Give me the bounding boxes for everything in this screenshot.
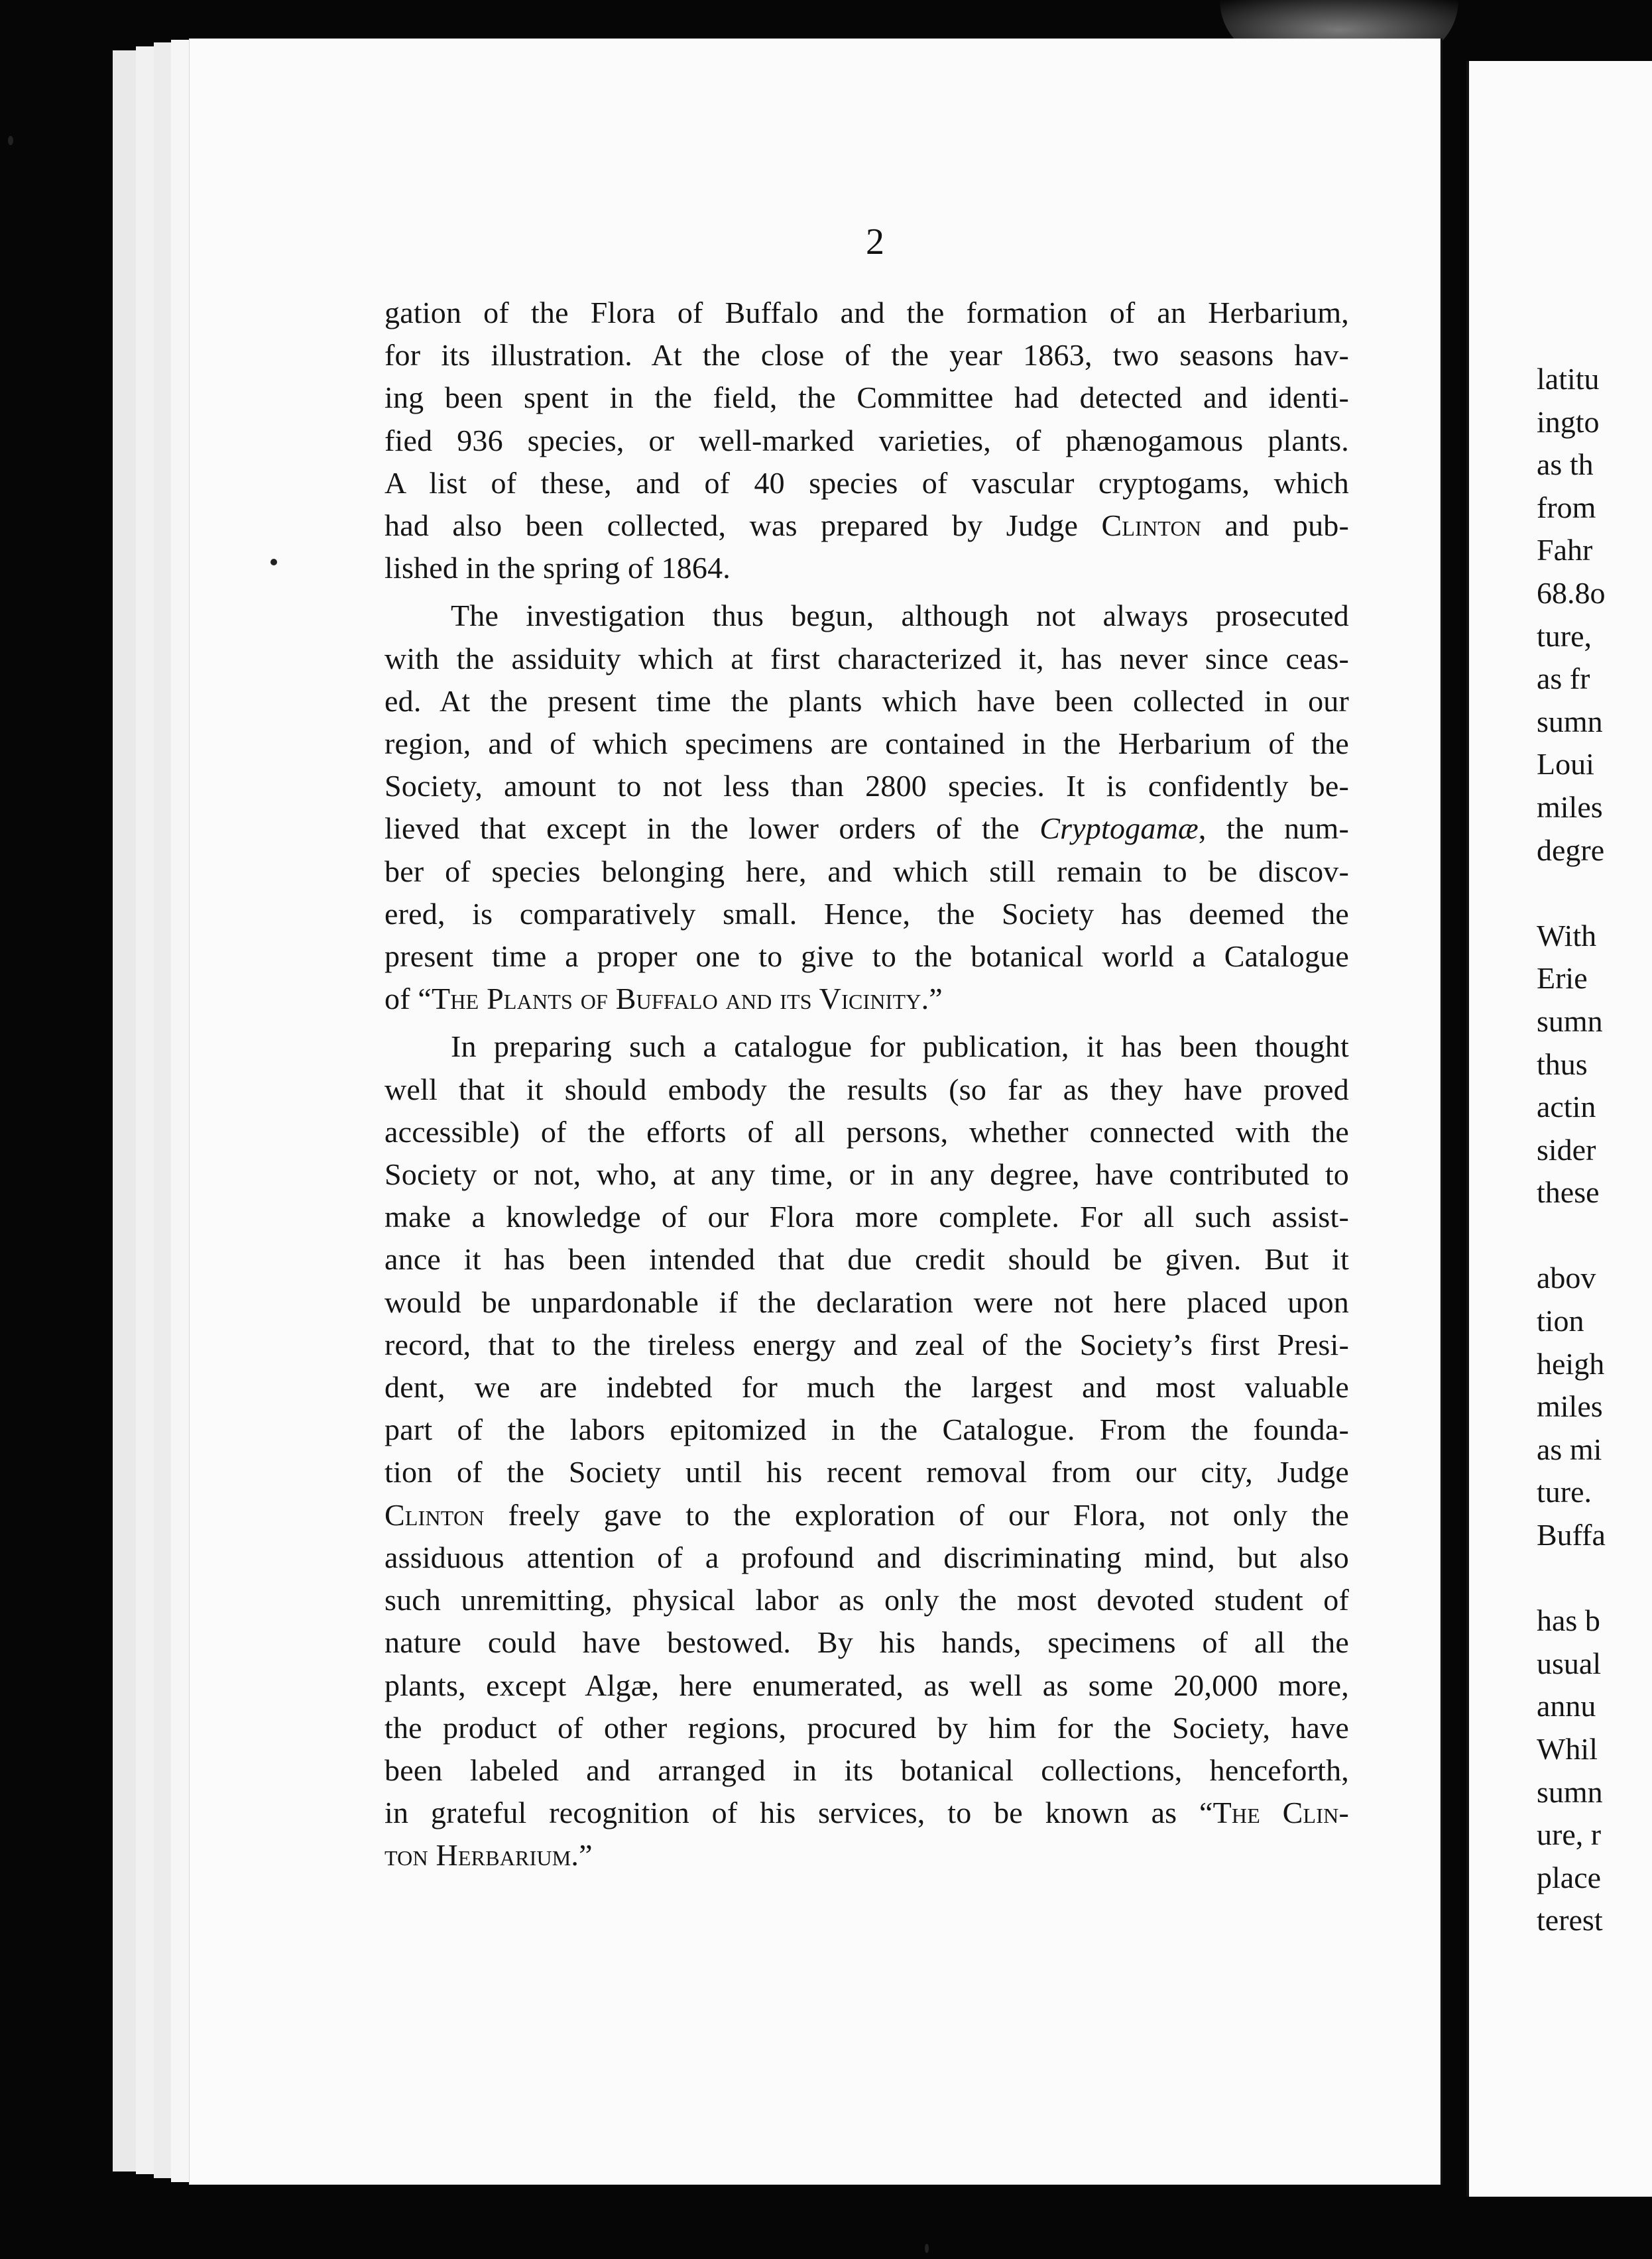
scan-speck bbox=[8, 136, 13, 145]
text-line: gation of the Flora of Buffalo and the formation of an Herbarium, bbox=[384, 296, 1349, 329]
text-line: the product of other regions, procured by him for the Society, have bbox=[384, 1710, 1349, 1745]
text-line: ing been spent in the field, the Committee had detected and identi- bbox=[384, 380, 1349, 415]
text-line: Society, amount to not less than 2800 species. It is confidently be- bbox=[384, 769, 1349, 803]
right-page-line: annu bbox=[1537, 1689, 1596, 1723]
text-line: ed. At the present time the plants which have been collected in our bbox=[384, 683, 1349, 718]
text-line: ber of species belonging here, and which still remain to be discov- bbox=[384, 854, 1349, 888]
text-line bbox=[384, 1494, 1349, 1536]
text-line: for its illustration. At the close of the year 1863, two seasons hav- bbox=[384, 338, 1349, 373]
right-page-line: heigh bbox=[1537, 1346, 1605, 1381]
text-line bbox=[384, 807, 1349, 850]
scan-speck bbox=[270, 559, 277, 565]
text-line: region, and of which specimens are contained in the Herbarium of the bbox=[384, 726, 1349, 761]
text-line bbox=[384, 504, 1349, 547]
text-line: record, that to the tireless energy and zeal of the Society’s first Presi- bbox=[384, 1327, 1349, 1361]
right-page-line: tion bbox=[1537, 1304, 1584, 1338]
text-line: ered, is comparatively small. Hence, the Society has deemed the bbox=[384, 896, 1349, 931]
scan-speck bbox=[925, 2244, 929, 2253]
text-fragment: lieved that except in the lower orders of the bbox=[384, 811, 1040, 846]
paragraph-2 bbox=[384, 595, 1349, 1020]
text-line: make a knowledge of our Flora more complete. For all such assist- bbox=[384, 1200, 1349, 1234]
right-page-line: place bbox=[1537, 1860, 1602, 1894]
right-page-line: as fr bbox=[1537, 662, 1590, 696]
right-page-line: these bbox=[1537, 1175, 1600, 1210]
text-line: ance it has been intended that due credit should be given. But it bbox=[384, 1242, 1349, 1277]
person-name: Clinton bbox=[1101, 508, 1202, 543]
right-page-line: has b bbox=[1537, 1603, 1600, 1638]
herbarium-title: ton Herbarium bbox=[384, 1838, 571, 1873]
text-line: would be unpardonable if the declaration were not here placed upon bbox=[384, 1285, 1349, 1319]
text-line: A list of these, and of 40 species of vascular cryptogams, which bbox=[384, 465, 1349, 500]
right-page-line: With bbox=[1537, 918, 1597, 953]
right-page-line: Whil bbox=[1537, 1732, 1598, 1766]
right-page-line: Erie bbox=[1537, 961, 1588, 996]
herbarium-title: The Clin- bbox=[1212, 1796, 1349, 1830]
paragraph-3 bbox=[384, 1025, 1349, 1877]
text-line: The investigation thus begun, although not always prosecuted bbox=[451, 599, 1349, 633]
text-line: nature could have bestowed. By his hands, specimens of all the bbox=[384, 1625, 1349, 1660]
line-gap bbox=[1537, 1214, 1652, 1257]
right-page-line: as mi bbox=[1537, 1432, 1602, 1466]
right-page-line: 68.8o bbox=[1537, 575, 1606, 610]
right-page-line: ture, bbox=[1537, 618, 1592, 653]
text-line: accessible) of the efforts of all persons, whether connected with the bbox=[384, 1114, 1349, 1149]
right-page-line: Loui bbox=[1537, 747, 1594, 782]
right-page-line: latitu bbox=[1537, 362, 1600, 396]
right-page-line: Buffa bbox=[1537, 1518, 1606, 1552]
text-line: Society or not, who, at any time, or in any degree, have contributed to bbox=[384, 1157, 1349, 1192]
text-line: fied 936 species, or well-marked varieties, of phænogamous plants. bbox=[384, 423, 1349, 457]
text-line: lished in the spring of 1864. bbox=[384, 551, 731, 585]
right-page-line: miles bbox=[1537, 1389, 1603, 1424]
text-line: present time a proper one to give to the botanical world a Catalogue bbox=[384, 939, 1349, 974]
paragraph-1 bbox=[384, 292, 1349, 589]
right-page-line: actin bbox=[1537, 1090, 1596, 1124]
right-page-line: miles bbox=[1537, 789, 1603, 824]
right-page-line: sumn bbox=[1537, 1774, 1603, 1809]
right-page-line: as th bbox=[1537, 447, 1594, 482]
text-fragment: , the num- bbox=[1198, 811, 1349, 846]
catalogue-title: The Plants of Buffalo and its Vicinity bbox=[432, 982, 921, 1016]
text-fragment: of “ bbox=[384, 982, 432, 1016]
text-fragment: .” bbox=[571, 1838, 593, 1873]
right-page-line: usual bbox=[1537, 1646, 1602, 1680]
text-line: such unremitting, physical labor as only the most devoted student of bbox=[384, 1583, 1349, 1617]
text-line: assiduous attention of a profound and discriminating mind, but also bbox=[384, 1540, 1349, 1574]
left-page-text bbox=[384, 292, 1349, 1877]
text-fragment: in grateful recognition of his services, to be known as “ bbox=[384, 1796, 1213, 1830]
text-line: In preparing such a catalogue for publication, it has been thought bbox=[451, 1029, 1349, 1064]
text-line: part of the labors epitomized in the Catalogue. From the founda- bbox=[384, 1413, 1349, 1447]
right-page-line: sumn bbox=[1537, 1004, 1603, 1038]
text-fragment: had also been collected, was prepared by Judge bbox=[384, 508, 1102, 543]
right-page-line: ingto bbox=[1537, 404, 1600, 439]
text-fragment: .” bbox=[921, 982, 943, 1016]
right-page-line: sider bbox=[1537, 1132, 1596, 1167]
text-line: dent, we are indebted for much the largest and most valuable bbox=[384, 1370, 1349, 1405]
italic-term: Cryptogamæ bbox=[1039, 811, 1199, 846]
right-page-line: sumn bbox=[1537, 704, 1603, 738]
text-line: tion of the Society until his recent removal from our city, Judge bbox=[384, 1455, 1349, 1489]
right-page-line: terest bbox=[1537, 1903, 1603, 1938]
text-line: well that it should embody the results (so far as they have proved bbox=[384, 1072, 1349, 1106]
right-page-line: ure, r bbox=[1537, 1818, 1602, 1852]
text-fragment: and pub- bbox=[1201, 508, 1349, 543]
right-page-line: thus bbox=[1537, 1047, 1588, 1081]
text-line bbox=[384, 978, 1349, 1020]
right-page-line: abov bbox=[1537, 1261, 1596, 1295]
text-fragment: freely gave to the exploration of our Flora, not only the bbox=[484, 1497, 1349, 1532]
text-line: plants, except Algæ, here enumerated, as well as some 20,000 more, bbox=[384, 1668, 1349, 1702]
right-page-line: Fahr bbox=[1537, 533, 1593, 567]
line-gap bbox=[1537, 1557, 1652, 1600]
text-line: with the assiduity which at first characterized it, has never since ceas- bbox=[384, 641, 1349, 675]
right-page-line: ture. bbox=[1537, 1475, 1592, 1509]
person-name: Clinton bbox=[384, 1497, 485, 1532]
text-line: been labeled and arranged in its botanical collections, henceforth, bbox=[384, 1753, 1349, 1787]
text-line bbox=[384, 1792, 1349, 1834]
right-page-line: degre bbox=[1537, 833, 1605, 867]
text-line bbox=[384, 1834, 1349, 1877]
line-gap bbox=[1537, 872, 1652, 915]
right-page-text bbox=[1537, 358, 1652, 1942]
right-page-line: from bbox=[1537, 490, 1596, 524]
page-number: 2 bbox=[866, 221, 884, 262]
